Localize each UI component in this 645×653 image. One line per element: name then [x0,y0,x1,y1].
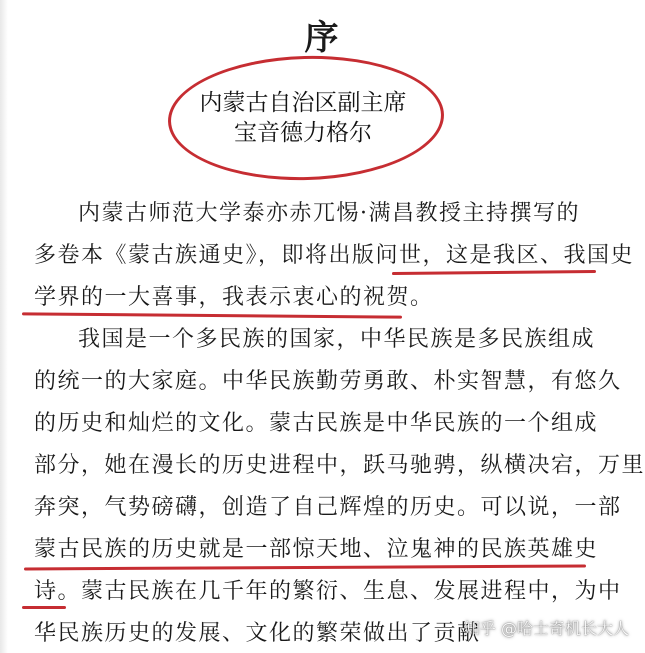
page-edge-shadow [0,0,8,653]
paragraph-line: 学界的一大喜事，我表示衷心的祝贺。 [34,285,434,310]
paragraph-line: 奔突，气势磅礴，创造了自己辉煌的历史。可以说，一部 [34,495,622,520]
author-position: 内蒙古自治区副主席 [199,90,407,116]
paragraph-line: 多卷本《蒙古族通史》，即将出版问世，这是我区、我国史 [34,243,635,268]
paragraph-line: 我国是一个多民族的国家，中华民族是多民族组成 [78,327,596,352]
paragraph-line: 蒙古民族的历史就是一部惊天地、泣鬼神的民族英雄史 [34,537,599,562]
paragraph-line: 部分，她在漫长的历史进程中，跃马驰骋，纵横决宕，万里 [34,453,645,478]
author-name: 宝音德力格尔 [234,120,372,146]
preface-title: 序 [304,18,341,58]
red-underline-annotation [22,312,402,318]
red-underline-annotation [22,606,66,609]
paragraph-line: 诗。蒙古民族在几千年的繁衍、生息、发展进程中，为中 [34,579,622,604]
paragraph-line: 的统一的大家庭。中华民族勤劳勇敢、朴实智慧，有悠久 [34,369,622,394]
watermark-text: 知乎 @哈士奇机长大人 [463,619,629,638]
red-underline-annotation [24,565,586,571]
paragraph-line: 内蒙古师范大学泰亦赤兀惕·满昌教授主持撰写的 [78,201,580,226]
paragraph-line: 华民族历史的发展、文化的繁荣做出了贡献 [34,621,481,646]
paragraph-line: 的历史和灿烂的文化。蒙古民族是中华民族的一个组成 [34,411,599,436]
author-block [170,88,436,148]
